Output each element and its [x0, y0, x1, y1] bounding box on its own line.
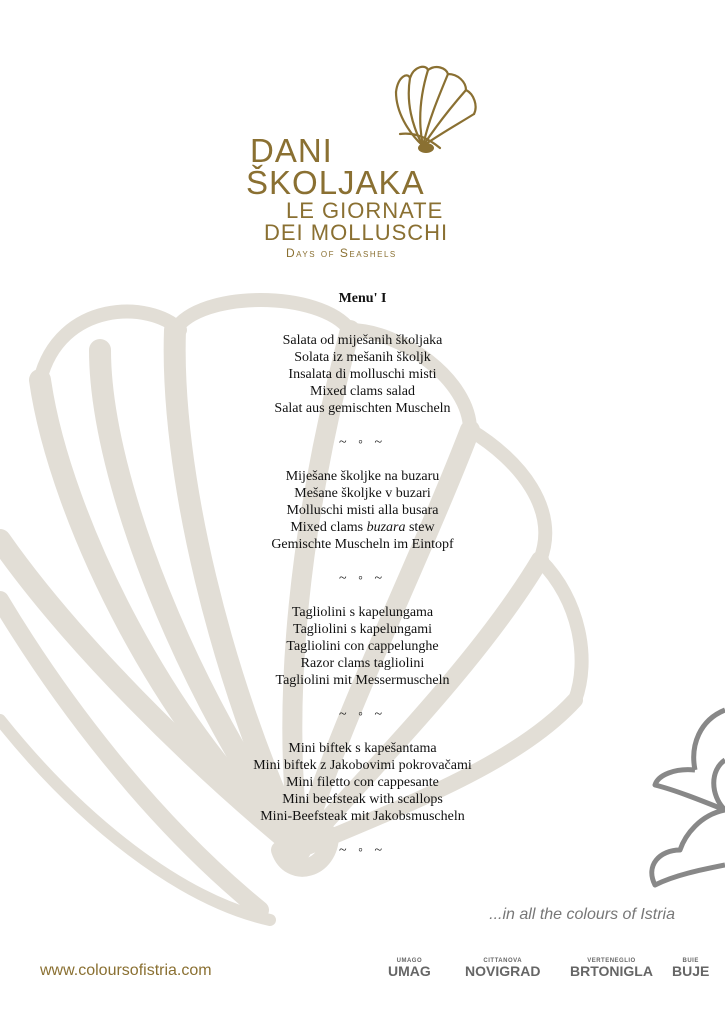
town-name-croatian: UMAG [388, 963, 431, 979]
course-item-sl: Mešane školjke v buzari [294, 486, 431, 501]
course-item-en: Mixed clams buzara stew [290, 520, 435, 535]
town-logo-umag [388, 958, 431, 978]
istria-rose-icon [640, 700, 725, 900]
course-1 [200, 332, 525, 417]
course-separator: ~ ◦ ~ [338, 707, 387, 722]
town-name-croatian: BRTONIGLA [570, 963, 653, 979]
course-4 [200, 740, 525, 825]
course-item-hr: Tagliolini s kapelungama [291, 605, 434, 620]
logo-subtitle-line2: DEI MOLLUSCHI [264, 220, 449, 245]
logo-tagline: Days of Seashels [286, 246, 397, 260]
logo-title-line1: DANI [250, 132, 333, 169]
course-item-it: Insalata di molluschi misti [288, 367, 437, 382]
town-name-croatian: BUJE [672, 963, 710, 979]
course-item-it: Mini filetto con cappesante [286, 775, 439, 790]
course-item-en: Razor clams tagliolini [300, 656, 425, 671]
course-item-sl: Mini biftek z Jakobovimi pokrovačami [253, 758, 472, 773]
course-item-de: Mini-Beefsteak mit Jakobsmuscheln [260, 809, 465, 824]
course-separator: ~ ◦ ~ [338, 435, 387, 450]
course-item-hr: Salata od miješanih školjaka [282, 333, 443, 348]
town-logo-brtonigla [570, 958, 653, 978]
course-item-hr: Miješane školjke na buzaru [285, 469, 440, 484]
course-item-en: Mini beefsteak with scallops [282, 792, 443, 807]
website-link[interactable]: www.coloursofistria.com [40, 962, 212, 979]
course-item-sl: Tagliolini s kapelungami [293, 622, 432, 637]
course-separator: ~ ◦ ~ [338, 843, 387, 858]
course-separator: ~ ◦ ~ [338, 571, 387, 586]
course-item-hr: Mini biftek s kapešantama [288, 741, 437, 756]
town-name-croatian: NOVIGRAD [465, 963, 541, 979]
course-3 [200, 604, 525, 689]
logo-title-line2: ŠKOLJAKA [246, 164, 425, 201]
course-2 [200, 468, 525, 553]
town-name-italian: VERTENEGLIO [587, 958, 636, 964]
town-logo-buje [672, 958, 709, 978]
slogan: ...in all the colours of Istria [489, 906, 675, 923]
course-item-de: Gemischte Muscheln im Eintopf [271, 537, 454, 552]
town-logo-novigrad [465, 958, 540, 978]
event-logo [240, 60, 490, 270]
menu [200, 290, 525, 876]
course-item-it: Tagliolini con cappelunghe [286, 639, 439, 654]
menu-title: Menu' I [338, 291, 387, 306]
town-name-italian: CITTANOVA [483, 958, 523, 964]
course-item-sl: Solata iz mešanih školjk [294, 350, 431, 365]
town-name-italian: UMAGO [396, 958, 423, 964]
course-item-de: Tagliolini mit Messermuscheln [275, 673, 450, 688]
course-item-en: Mixed clams salad [310, 384, 415, 399]
logo-subtitle-line1: LE GIORNATE [286, 198, 444, 223]
town-name-italian: BUIE [682, 958, 699, 964]
course-item-it: Molluschi misti alla busara [286, 503, 439, 518]
scallop-shell-icon [388, 62, 478, 158]
course-item-de: Salat aus gemischten Muscheln [274, 401, 451, 416]
